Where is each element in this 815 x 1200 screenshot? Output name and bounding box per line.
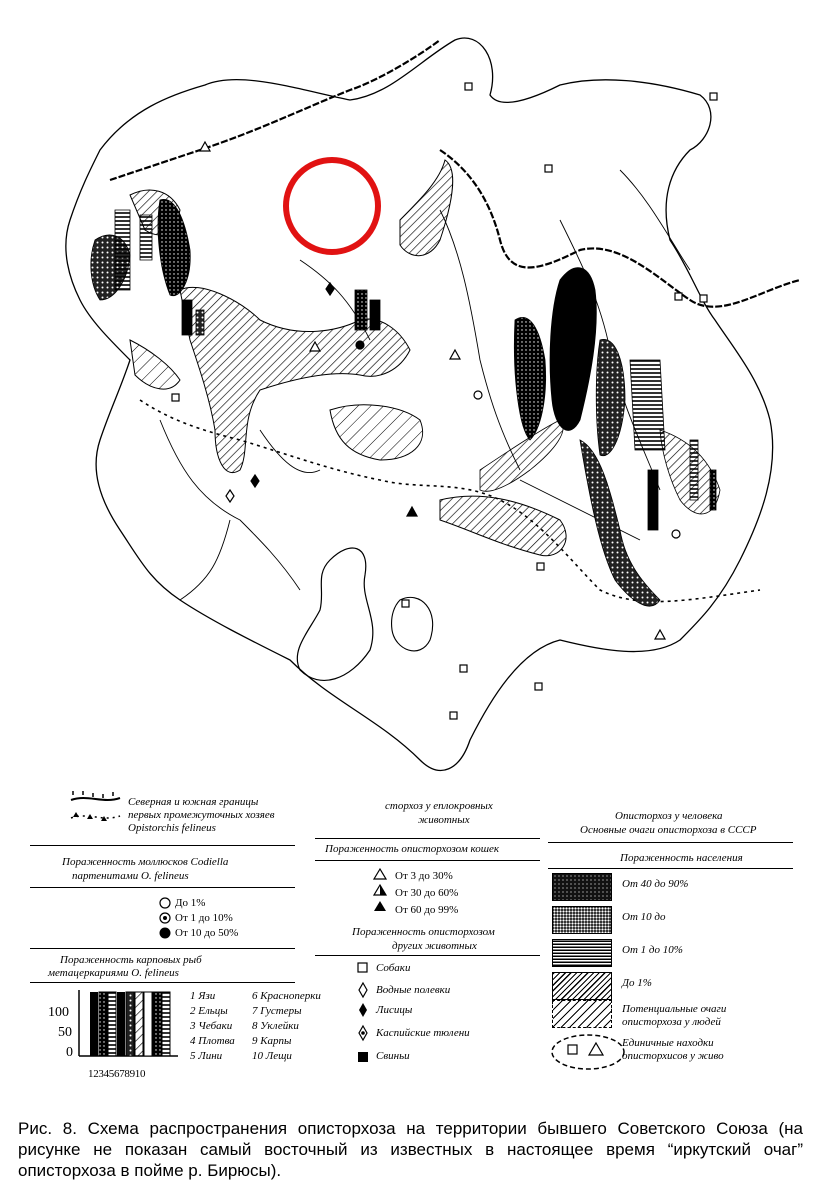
territory-outline [66, 38, 773, 770]
mollusc-item-3: От 10 до 50% [175, 927, 239, 939]
rule [315, 838, 540, 839]
mollusc-symbols [155, 895, 175, 945]
north-host-boundary [110, 40, 800, 307]
boundary-label-2: первых промежуточных хозяев [128, 809, 275, 821]
level-label-4: До 1% [622, 977, 652, 989]
potential-foci [130, 160, 566, 556]
fish-species: 2 Ельцы [190, 1005, 228, 1017]
cats-item-1: От 3 до 30% [395, 870, 453, 882]
fish-species: 4 Плотва [190, 1035, 235, 1047]
highlight-circle [286, 160, 378, 252]
fish-axis-100: 100 [48, 1005, 69, 1020]
mollusc-title-2: партенитами O. felineus [72, 870, 189, 882]
other-title-1: Пораженность описторхозом [352, 926, 495, 938]
fish-species: 9 Карпы [252, 1035, 292, 1047]
fish-title-2: метацеркариями O. felineus [48, 967, 179, 979]
aral-outline [392, 597, 433, 651]
fish-species: 7 Густеры [252, 1005, 302, 1017]
fish-axis-50: 50 [58, 1025, 72, 1040]
single-label-2: описторхисов у живо [622, 1050, 724, 1062]
fish-species-col-a [190, 990, 235, 1063]
mollusc-title-1: Пораженность моллюсков Codiella [62, 856, 229, 868]
mollusc-item-1: До 1% [175, 897, 206, 909]
fish-title-1: Пораженность карповых рыб [60, 954, 202, 966]
rule [30, 845, 295, 846]
boundary-label-3: Opistorchis felineus [128, 822, 216, 834]
rule [30, 948, 295, 949]
figure-caption: Рис. 8. Схема распространения описторхоза на территории бывшего Советского Союза (на рисунке не показан самый восточный из известных в настоящее время “иркутский очаг” описторхоза в пойме р. Бирюсы). [18, 1119, 803, 1180]
other-item-4: Каспийские тюлени [376, 1027, 470, 1039]
other-item-5: Свиньи [376, 1050, 410, 1062]
fish-species: 3 Чебаки [190, 1020, 233, 1032]
level-swatch-low [552, 939, 612, 967]
fish-species: 10 Лещи [252, 1050, 292, 1062]
level-label-2: От 10 до [622, 911, 666, 923]
fish-species: 8 Уклейки [252, 1020, 299, 1032]
boundary-line-symbol [68, 790, 123, 830]
rule [548, 868, 793, 869]
pop-title: Пораженность населения [620, 852, 743, 864]
fish-bar-chart [78, 988, 178, 1066]
other-title-2: других животных [392, 940, 477, 952]
other-item-1: Собаки [376, 962, 411, 974]
cats-item-2: От 30 до 60% [395, 887, 459, 899]
fish-species-col-b [252, 990, 321, 1063]
level-swatch-high [552, 873, 612, 901]
fish-axis-0: 0 [66, 1045, 73, 1060]
level-label-1: От 40 до 90% [622, 878, 689, 890]
warm-title-2: животных [418, 814, 470, 826]
fish-bar-numbers: 12345678910 [88, 1068, 146, 1080]
potential-swatch [552, 1000, 612, 1028]
rule [315, 860, 540, 861]
rule [30, 887, 295, 888]
boundary-label-1: Северная и южная границы [128, 796, 259, 808]
mollusc-item-2: От 1 до 10% [175, 912, 233, 924]
fish-species: 1 Язи [190, 990, 216, 1002]
single-findings-symbol [548, 1030, 628, 1075]
caspian-outline [297, 548, 373, 680]
western-foci [91, 199, 204, 335]
rule [30, 982, 295, 983]
rule [548, 842, 793, 843]
single-label-1: Единичные находки [622, 1037, 714, 1049]
warm-title-1: сторхоз у еплокровных [385, 800, 493, 812]
potential-label-1: Потенциальные очаги [622, 1003, 727, 1015]
level-swatch-min [552, 972, 612, 1000]
human-title-2: Основные очаги описторхоза в СССР [580, 824, 757, 836]
cats-item-3: От 60 до 99% [395, 904, 459, 916]
other-symbols [355, 958, 371, 1068]
level-swatch-mid [552, 906, 612, 934]
level-label-3: От 1 до 10% [622, 944, 683, 956]
potential-label-2: описторхоза у людей [622, 1016, 721, 1028]
fish-species: 5 Лини [190, 1050, 223, 1062]
cats-title: Пораженность описторхозом кошек [325, 843, 500, 855]
other-item-2: Водные полевки [376, 984, 451, 996]
cats-symbols [372, 867, 388, 917]
other-item-3: Лисицы [376, 1004, 413, 1016]
human-title-1: Описторхоз у человека [615, 810, 723, 822]
rule [315, 955, 540, 956]
fish-species: 6 Красноперки [252, 990, 321, 1002]
